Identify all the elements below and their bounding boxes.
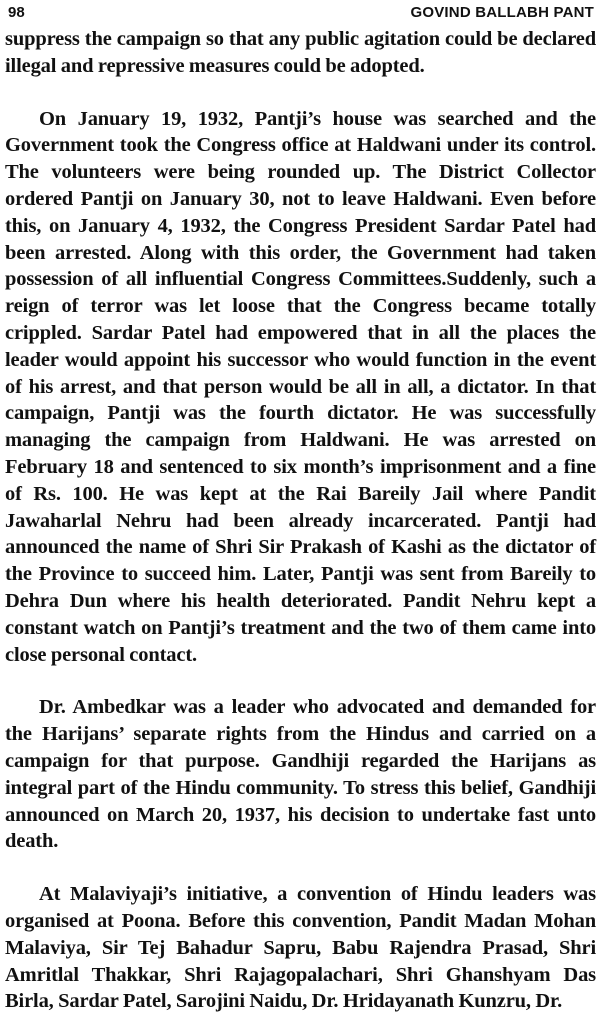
body-text: [5, 26, 596, 1015]
page-header: [5, 0, 596, 26]
paragraph-gap: [5, 80, 596, 106]
paragraph-gap: [5, 668, 596, 694]
paragraph-gap: [5, 855, 596, 881]
paragraph-continued: suppress the campaign so that any public agitation could be declared illegal and repressive measures could be adopted.: [5, 28, 596, 77]
running-head: GOVIND BALLABH PANT: [410, 4, 594, 21]
paragraph: On January 19, 1932, Pantji’s house was searched and the Government took the Congress office at Haldwani under its control. The volunteers were being rounded up. The District Collector ordered Pantji on January 30, not to leave Haldwani. Even before this, on January 4, 1932, the Congress President Sardar Patel had been arrested. Along with this order, the Government had taken possession of all influential Congress Committees.Suddenly, such a reign of terror was let loose that the Congress became totally crippled. Sardar Patel had empowered that in all the places the leader would appoint his successor who would function in the event of his arrest, and that person would be all in all, a dictator. In that campaign, Pantji was the fourth dictator. He was successfully managing the campaign from Haldwani. He was arrested on February 18 and sentenced to six month’s imprisonment and a fine of Rs. 100. He was kept at the Rai Bareily Jail where Pandit Jawaharlal Nehru had been already incarcerated. Pantji had announced the name of Shri Sir Prakash of Kashi as the dictator of the Province to succeed him. Later, Pantji was sent from Bareily to Dehra Dun where his health deteriorated. Pandit Nehru kept a constant watch on Pantji’s treatment and the two of them came into close personal contact.: [5, 107, 596, 666]
paragraph: At Malaviyaji’s initiative, a convention of Hindu leaders was organised at Poona. Before this convention, Pandit Madan Mohan Malaviya, Sir Tej Bahadur Sapru, Babu Rajendra Prasad, Shri Amritlal Thakkar, Shri Rajagopalachari, Shri Ghanshyam Das Birla, Sardar Patel, Sarojini Naidu, Dr. Hridayanath Kunzru, Dr.: [5, 883, 596, 1013]
page-number: 98: [8, 4, 25, 21]
paragraph: Dr. Ambedkar was a leader who advocated and demanded for the Harijans’ separate rights from the Hindus and carried on a campaign for that purpose. Gandhiji regarded the Harijans as integral part of the Hindu community. To stress this belief, Gandhiji announced on March 20, 1937, his decision to undertake fast unto death.: [5, 696, 596, 853]
